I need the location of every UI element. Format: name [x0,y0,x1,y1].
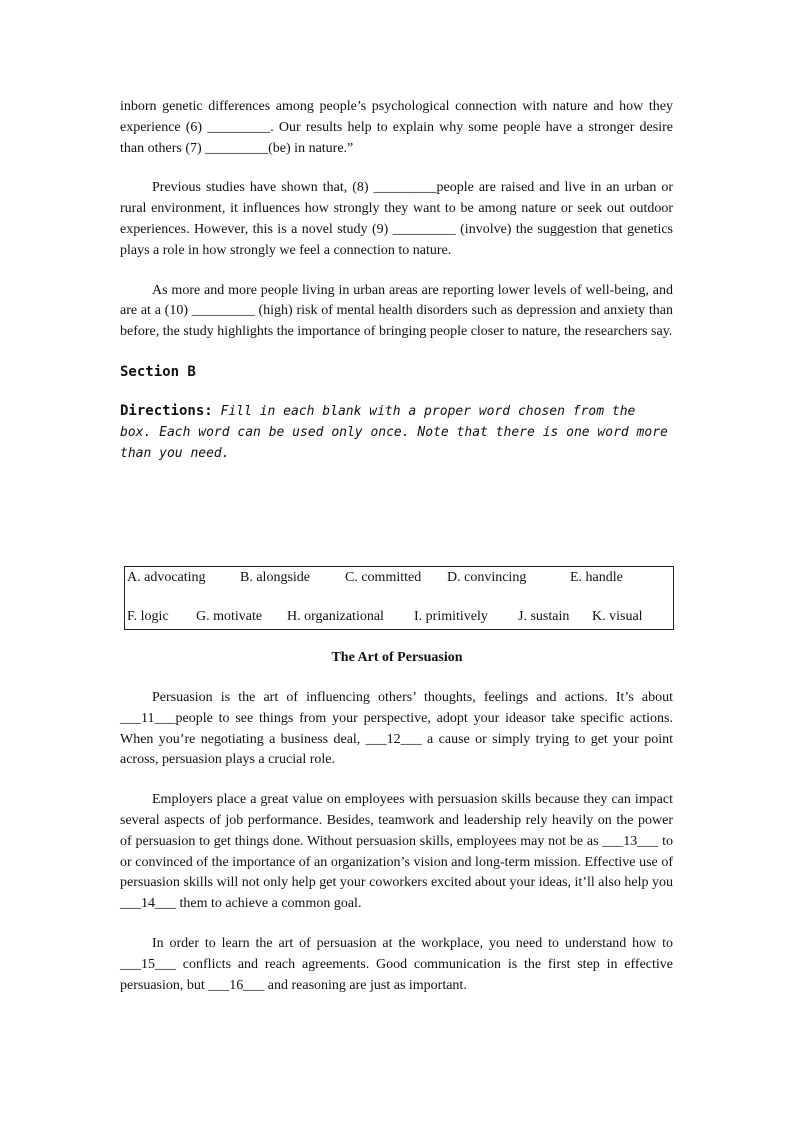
directions-label: Directions: [120,402,213,419]
word-box-row-1 [125,570,673,590]
passage-b-paragraph-1: Persuasion is the art of influencing others’ thoughts, feelings and actions. It’s about ___11___people to see things from your perspective, adopt your ideasor take specific actions. When you’re negotiating a business deal, ___12___ a cause or simply trying to get your point across, persuasion plays a crucial role. [120,690,673,768]
passage-b-paragraph-2: Employers place a great value on employees with persuasion skills because they can impact several aspects of job performance. Besides, teamwork and leadership rely heavily on the power of persuasion to get things done. Without persuasion skills, employees may not be as ___13___ to or convinced of the importance of an organization’s vision and long-term mission. Effective use of persuasion skills will not only help get your coworkers excited about your ideas, it’ll also help you ___14___ them to achieve a common goal. [120,792,673,912]
word-option-d: D. convincing [447,570,527,585]
word-box [124,566,674,630]
word-option-k: K. visual [592,609,643,624]
word-option-i: I. primitively [414,609,488,624]
passage-title: The Art of Persuasion [331,650,463,665]
passage-a-paragraph-2: Previous studies have shown that, (8) _________people are raised and live in an urban or rural environment, it influences how strongly they want to be among nature or seek out outdoor experiences. However, this is a novel study (9) _________ (involve) the suggestion that genetics plays a role in how strongly we feel a connection to nature. [120,180,673,258]
passage-a-paragraph-3: As more and more people living in urban areas are reporting lower levels of well-being, and are at a (10) _________ (high) risk of mental health disorders such as depression and anxiety than before, the study highlights the importance of bringing people closer to nature, the researchers say. [120,282,673,340]
section-b-heading: Section B [120,363,196,380]
directions [120,401,673,464]
word-option-a: A. advocating [127,570,206,585]
word-option-j: J. sustain [518,609,570,624]
word-option-b: B. alongside [240,570,310,585]
word-option-f: F. logic [127,609,169,624]
word-box-row-2 [125,609,673,629]
word-option-c: C. committed [345,570,422,585]
passage-b [120,688,673,996]
word-option-h: H. organizational [287,609,384,624]
passage-a-paragraph-1: inborn genetic differences among people’s psychological connection with nature and how they experience (6) _________. Our results help to explain why some people have a stronger desire than others (7) _________(be) in nature.” [120,99,673,156]
passage-b-paragraph-3: In order to learn the art of persuasion at the workplace, you need to understand how to ___15___ conflicts and reach agreements. Good communication is the first step in effective persuasion, but ___16___ and reasoning are just as important. [120,935,673,993]
directions-text: Fill in each blank with a proper word chosen from the box. Each word can be used only once. Note that there is one word more than you need. [120,403,668,461]
passage-a [120,97,673,464]
word-option-e: E. handle [570,570,623,585]
word-option-g: G. motivate [196,609,263,624]
